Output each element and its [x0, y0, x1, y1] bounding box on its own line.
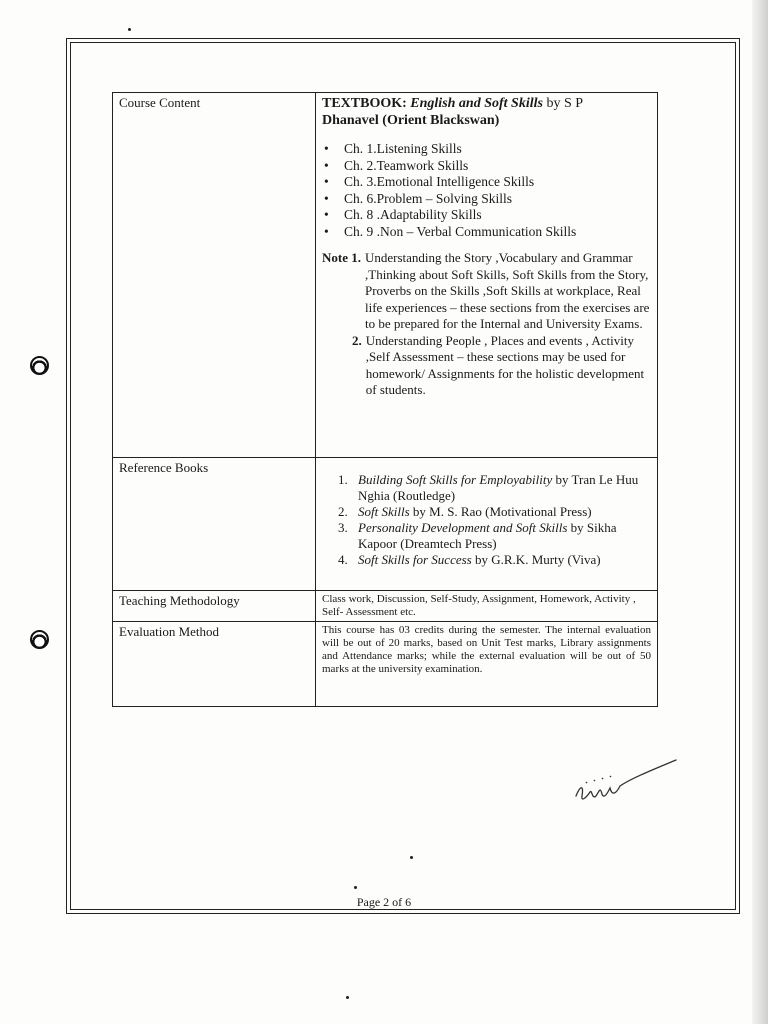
- ref-detail: by Sikha Kapoor (Dreamtech Press): [358, 520, 617, 551]
- reference-list: [338, 472, 651, 568]
- list-item: • Ch. 1.Listening Skills: [324, 141, 651, 158]
- table-row: [113, 93, 658, 458]
- scan-edge-shadow: [752, 0, 768, 1024]
- scan-speck: [128, 28, 131, 31]
- table-row: [113, 591, 658, 622]
- ref-title: Soft Skills for Success: [358, 552, 472, 567]
- textbook-by: by S P: [546, 96, 584, 111]
- list-item: [338, 504, 651, 520]
- list-item: • Ch. 6.Problem – Solving Skills: [324, 191, 651, 208]
- table-row: [113, 458, 658, 591]
- list-item: • Ch. 2.Teamwork Skills: [324, 158, 651, 175]
- ref-detail: by Tran Le Huu Nghia (Routledge): [358, 472, 639, 503]
- note-1-text: Understanding the Story ,Vocabulary and Grammar ,Thinking about Soft Skills, Soft Skills from the Story, Proverbs on the Skills ,Soft Skills at workplace, Real life experiences – these sections from the exercises are to be prepared for the Internal and University Exams.: [365, 250, 650, 331]
- punch-hole-icon: [30, 356, 49, 375]
- note-2-label: 2.: [352, 332, 362, 348]
- textbook-title: English and Soft Skills: [410, 96, 543, 111]
- scan-speck: [346, 996, 349, 999]
- ref-title: Personality Development and Soft Skills: [358, 520, 568, 535]
- syllabus-table: [112, 92, 658, 707]
- course-content-cell: [316, 93, 658, 458]
- page-number: Page 2 of 6: [356, 895, 412, 909]
- signature-icon: [572, 756, 682, 812]
- row-label-teaching-methodology: Teaching Methodology: [113, 591, 316, 622]
- row-label-course-content: Course Content: [113, 93, 316, 458]
- ref-num: 2.: [338, 504, 348, 519]
- ref-num: 3.: [338, 520, 348, 535]
- teaching-methodology-text: Class work, Discussion, Self-Study, Assignment, Homework, Activity , Self- Assessment etc.: [316, 591, 658, 622]
- ref-num: 1.: [338, 472, 348, 487]
- note-2: [352, 333, 651, 399]
- ref-detail: by M. S. Rao (Motivational Press): [409, 504, 592, 519]
- row-label-evaluation-method: Evaluation Method: [113, 622, 316, 707]
- list-item: [338, 520, 651, 552]
- notes-block: [322, 250, 651, 399]
- textbook-author: Dhanavel (Orient Blackswan): [322, 113, 500, 128]
- note-1-label: Note 1.: [322, 250, 361, 265]
- note-2-text: Understanding People , Places and events , Activity ,Self Assessment – these sections may be used for homework/ Assignments for the holistic development of students.: [365, 332, 645, 397]
- list-item: • Ch. 9 .Non – Verbal Communication Skills: [324, 224, 651, 241]
- list-item: [338, 552, 651, 568]
- textbook-prefix: TEXTBOOK:: [322, 96, 407, 111]
- list-item: [338, 472, 651, 504]
- ref-title: Soft Skills: [358, 504, 410, 519]
- reference-books-cell: [316, 458, 658, 591]
- textbook-line: [322, 95, 651, 129]
- ref-detail: by G.R.K. Murty (Viva): [471, 552, 601, 567]
- row-label-reference-books: Reference Books: [113, 458, 316, 591]
- scan-speck: [354, 886, 357, 889]
- chapter-list: [324, 141, 651, 240]
- evaluation-method-text: This course has 03 credits during the semester. The internal evaluation will be out of 20 marks, based on Unit Test marks, Library assignments and Attendance marks; while the external evaluation will be out of 50 marks at the university examination.: [316, 622, 658, 707]
- list-item: • Ch. 8 .Adaptability Skills: [324, 207, 651, 224]
- scan-speck: [410, 856, 413, 859]
- ref-title: Building Soft Skills for Employability: [358, 472, 553, 487]
- ref-num: 4.: [338, 552, 348, 567]
- list-item: • Ch. 3.Emotional Intelligence Skills: [324, 174, 651, 191]
- punch-hole-icon: [30, 630, 49, 649]
- note-1: [322, 250, 651, 333]
- table-row: [113, 622, 658, 707]
